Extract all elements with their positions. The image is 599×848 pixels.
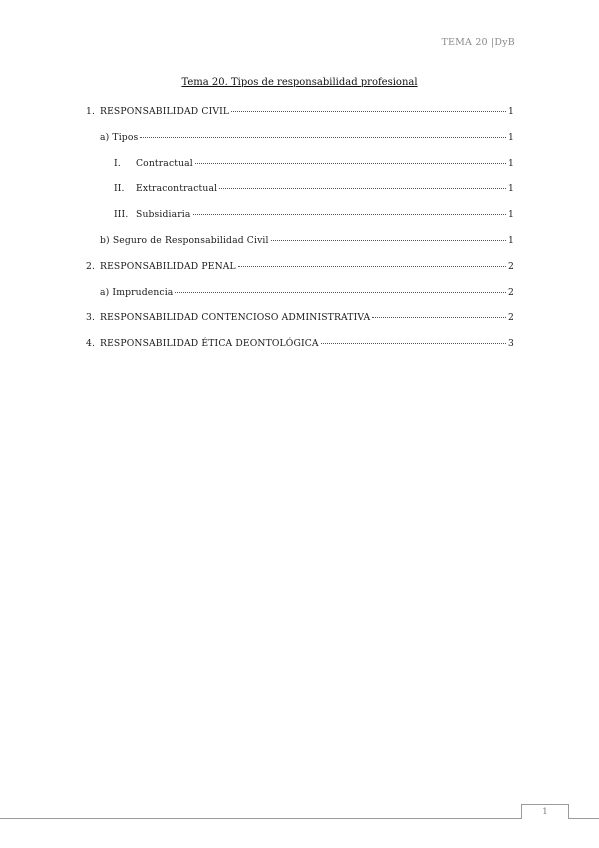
toc-entry-label: RESPONSABILIDAD ÉTICA DEONTOLÓGICA	[100, 338, 319, 350]
toc-entry-page: 1	[508, 106, 514, 117]
toc-entry-seguro-responsabilidad-civil[interactable]	[86, 235, 514, 261]
toc-entry-extracontractual[interactable]	[86, 183, 514, 209]
dot-leader	[193, 214, 506, 215]
toc-entry-contractual[interactable]	[86, 158, 514, 184]
toc-entry-label: Contractual	[136, 157, 193, 169]
toc-entry-page: 2	[508, 286, 514, 298]
toc-entry-page: 2	[508, 260, 514, 272]
toc-entry-label: a) Tipos	[100, 131, 139, 143]
toc-entry-label: Extracontractual	[136, 183, 218, 195]
toc-entry-number: 3.	[86, 312, 96, 324]
dot-leader	[140, 137, 506, 138]
document-title: Tema 20. Tipos de responsabilidad profesional	[181, 77, 418, 88]
toc-entry-label: a) Imprudencia	[100, 286, 174, 298]
toc-entry-label: RESPONSABILIDAD PENAL	[100, 260, 236, 272]
toc-entry-subsidiaria[interactable]	[86, 209, 514, 235]
toc-entry-page: 1	[508, 234, 514, 246]
toc-entry-page: 2	[508, 312, 514, 324]
toc-entry-responsabilidad-civil[interactable]	[86, 106, 514, 132]
toc-entry-label: Subsidiaria	[136, 209, 191, 221]
toc-entry-label: b) Seguro de Responsabilidad Civil	[100, 234, 269, 246]
toc-entry-page: 1	[508, 183, 514, 195]
toc-entry-responsabilidad-penal[interactable]	[86, 261, 514, 287]
toc-entry-label: RESPONSABILIDAD CIVIL	[100, 106, 230, 117]
toc-entry-page: 1	[508, 157, 514, 169]
dot-leader	[175, 292, 506, 293]
dot-leader	[195, 163, 506, 164]
toc-entry-page: 1	[508, 209, 514, 221]
toc-entry-number: II.	[114, 183, 125, 195]
toc-entry-imprudencia[interactable]	[86, 287, 514, 313]
dot-leader	[238, 266, 506, 267]
toc-entry-label: RESPONSABILIDAD CONTENCIOSO ADMINISTRATIVA	[100, 312, 371, 324]
dot-leader	[271, 240, 506, 241]
table-of-contents	[86, 106, 514, 364]
toc-entry-number: III.	[114, 209, 129, 221]
toc-entry-page: 3	[508, 338, 514, 350]
toc-entry-responsabilidad-contencioso[interactable]	[86, 312, 514, 338]
toc-entry-responsabilidad-etica[interactable]	[86, 338, 514, 364]
dot-leader	[219, 188, 506, 189]
toc-entry-number: I.	[114, 157, 121, 169]
footer-rule-right	[568, 818, 599, 819]
toc-entry-number: 4.	[86, 338, 96, 350]
dot-leader	[231, 111, 506, 112]
running-header: TEMA 20 |DyB	[441, 37, 515, 48]
toc-entry-page: 1	[508, 131, 514, 143]
toc-entry-number: 1.	[86, 106, 96, 117]
dot-leader	[372, 317, 506, 318]
dot-leader	[321, 343, 506, 344]
toc-entry-number: 2.	[86, 260, 96, 272]
page-number: 1	[521, 804, 569, 819]
footer-rule-left	[0, 818, 521, 819]
toc-entry-tipos[interactable]	[86, 132, 514, 158]
